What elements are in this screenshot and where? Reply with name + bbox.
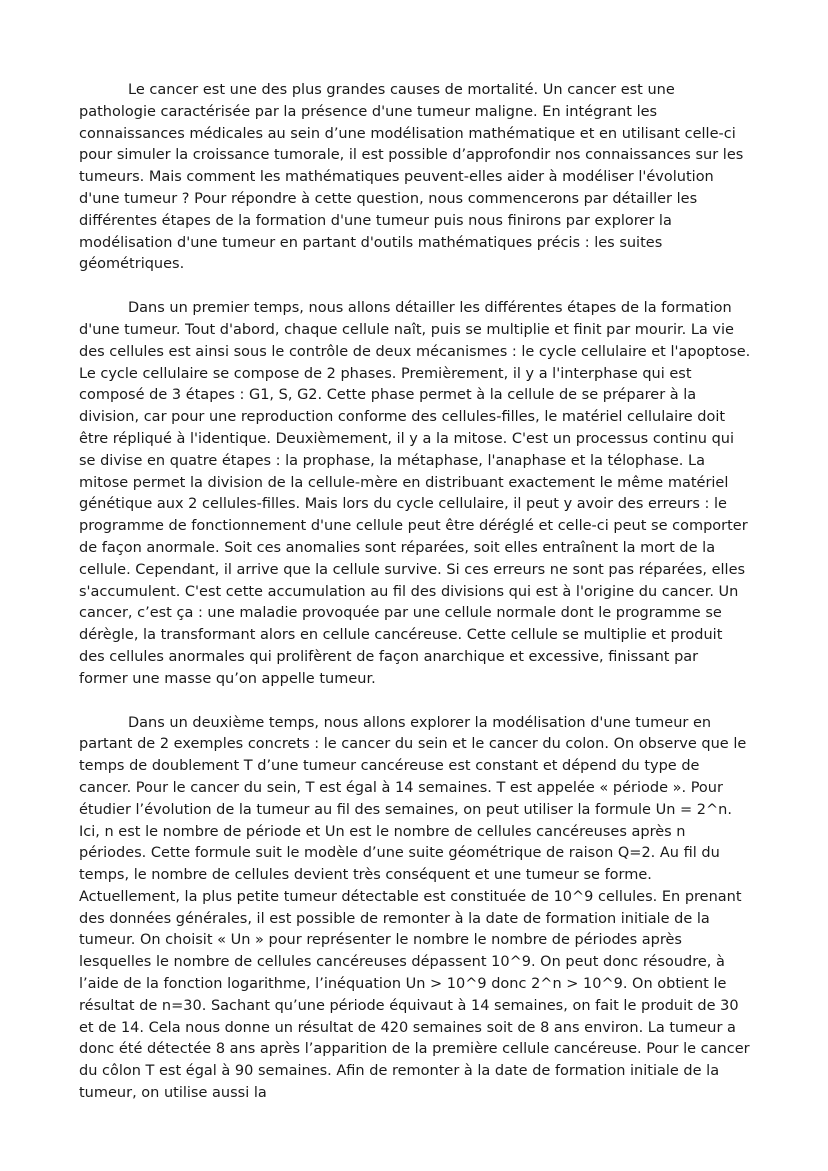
paragraph-tumor-formation: Dans un premier temps, nous allons détailler les différentes étapes de la formation d'une tumeur. Tout d'abord, chaque cellule naît, puis se multiplie et finit par mourir. La vie des cellules est ainsi sous le contrôle de deux mécanismes : le cycle cellulaire et l'apoptose. Le cycle cellulaire se compose de 2 phases. Premièrement, il y a l'interphase qui est composé de 3 étapes : G1, S, G2. Cette phase permet à la cellule de se préparer à la division, car pour une reproduction conforme des cellules-filles, le matériel cellulaire doit être répliqué à l'identique. Deuxièmement, il y a la mitose. C'est un processus continu qui se divise en quatre étapes : la prophase, la métaphase, l'anaphase et la télophase. La mitose permet la division de la cellule-mère en distribuant exactement le même matériel génétique aux 2 cellules-filles. Mais lors du cycle cellulaire, il peut y avoir des erreurs : le programme de fonctionnement d'une cellule peut être déréglé et celle-ci peut se comporter de façon anormale. Soit ces anomalies sont réparées, soit elles entraînent la mort de la cellule. Cependant, il arrive que la cellule survive. Si ces erreurs ne sont pas réparées, elles s'accumulent. C'est cette accumulation au fil des divisions qui est à l'origine du cancer. Un cancer, c’est ça : une maladie provoquée par une cellule normale dont le programme se dérègle, la transformant alors en cellule cancéreuse. Cette cellule se multiplie et produit des cellules anormales qui prolifèrent de façon anarchique et excessive, finissant par former une masse qu’on appelle tumeur. xyxy=(79,300,751,687)
paragraph-introduction: Le cancer est une des plus grandes causes de mortalité. Un cancer est une pathologie caractérisée par la présence d'une tumeur maligne. En intégrant les connaissances médicales au sein d’une modélisation mathématique et en utilisant celle-ci pour simuler la croissance tumorale, il est possible d’approfondir nos connaissances sur les tumeurs. Mais comment les mathématiques peuvent-elles aider à modéliser l'évolution d'une tumeur ? Pour répondre à cette question, nous commencerons par détailler les différentes étapes de la formation d'une tumeur puis nous finirons par explorer la modélisation d'une tumeur en partant d'outils mathématiques précis : les suites géométriques. xyxy=(79,82,744,273)
document-page xyxy=(79,80,751,1105)
paragraph-tumor-modeling: Dans un deuxième temps, nous allons explorer la modélisation d'une tumeur en partant de 2 exemples concrets : le cancer du sein et le cancer du colon. On observe que le temps de doublement T d’une tumeur cancéreuse est constant et dépend du type de cancer. Pour le cancer du sein, T est égal à 14 semaines. T est appelée « période ». Pour étudier l’évolution de la tumeur au fil des semaines, on peut utiliser la formule Un = 2^n. Ici, n est le nombre de période et Un est le nombre de cellules cancéreuses après n périodes. Cette formule suit le modèle d’une suite géométrique de raison Q=2. Au fil du temps, le nombre de cellules devient très conséquent et une tumeur se forme. Actuellement, la plus petite tumeur détectable est constituée de 10^9 cellules. En prenant des données générales, il est possible de remonter à la date de formation initiale de la tumeur. On choisit « Un » pour représenter le nombre le nombre de périodes après lesquelles le nombre de cellules cancéreuses dépassent 10^9. On peut donc résoudre, à l’aide de la fonction logarithme, l’inéquation Un > 10^9 donc 2^n > 10^9. On obtient le résultat de n=30. Sachant qu’une période équivaut à 14 semaines, on fait le produit de 30 et de 14. Cela nous donne un résultat de 420 semaines soit de 8 ans environ. La tumeur a donc été détectée 8 ans après l’apparition de la première cellule cancéreuse. Pour le cancer du côlon T est égal à 90 semaines. Afin de remonter à la date de formation initiale de la tumeur, on utilise aussi la xyxy=(79,714,750,1102)
